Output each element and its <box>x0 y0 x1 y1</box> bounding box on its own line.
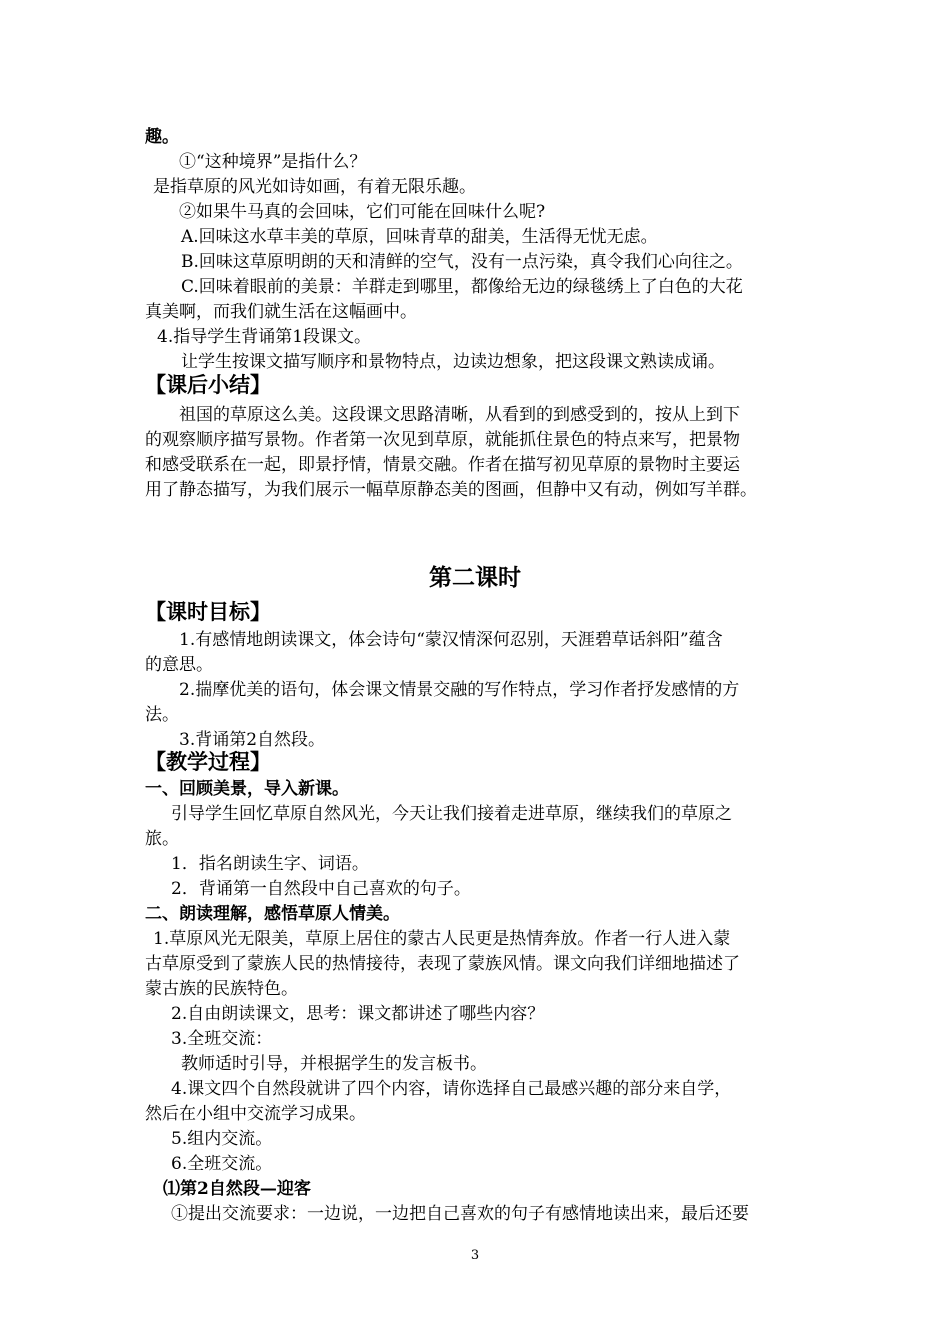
text-line: ②如果牛马真的会回味，它们可能在回味什么呢? <box>179 202 546 222</box>
text-line: 教师适时引导，并根据学生的发言板书。 <box>181 1054 487 1074</box>
subsection-heading: ⑴第2自然段—迎客 <box>163 1179 311 1199</box>
text-line: 用了静态描写，为我们展示一幅草原静态美的图画，但静中又有动，例如写羊群。 <box>145 480 757 500</box>
text-line: 6.全班交流。 <box>171 1154 273 1174</box>
text-line: 的观察顺序描写景物。作者第一次见到草原，就能抓住景色的特点来写，把景物 <box>145 430 740 450</box>
text-line: 4.指导学生背诵第1段课文。 <box>157 327 372 347</box>
section-heading: 【教学过程】 <box>145 750 271 774</box>
text-line: 的意思。 <box>145 655 213 675</box>
text-line: A.回味这水草丰美的草原，回味青草的甜美，生活得无忧无虑。 <box>181 227 658 247</box>
text-line: 引导学生回忆草原自然风光，今天让我们接着走进草原，继续我们的草原之 <box>171 804 732 824</box>
text-line: 让学生按课文描写顺序和景物特点，边读边想象，把这段课文熟读成诵。 <box>181 352 725 372</box>
section-heading: 【课后小结】 <box>145 373 271 397</box>
text-line: 2．背诵第一自然段中自己喜欢的句子。 <box>171 879 471 899</box>
page-number: 3 <box>470 1248 480 1263</box>
text-line: 真美啊，而我们就生活在这幅画中。 <box>145 302 417 322</box>
text-line: 然后在小组中交流学习成果。 <box>145 1104 366 1124</box>
text-line: ①提出交流要求：一边说，一边把自己喜欢的句子有感情地读出来，最后还要 <box>171 1204 749 1224</box>
lesson-title: 第二课时 <box>429 565 521 591</box>
text-line: 5.组内交流。 <box>171 1129 273 1149</box>
text-line: 是指草原的风光如诗如画，有着无限乐趣。 <box>153 177 476 197</box>
text-line: 1.草原风光无限美，草原上居住的蒙古人民更是热情奔放。作者一行人进入蒙 <box>153 929 731 949</box>
text-line: 3.全班交流： <box>171 1029 273 1049</box>
text-line: 1．指名朗读生字、词语。 <box>171 854 369 874</box>
text-line: 古草原受到了蒙族人民的热情接待，表现了蒙族风情。课文向我们详细地描述了 <box>145 954 740 974</box>
text-line: 蒙古族的民族特色。 <box>145 979 298 999</box>
text-line: B.回味这草原明朗的天和清鲜的空气，没有一点污染，真令我们心向往之。 <box>181 252 743 272</box>
text-line: 1.有感情地朗读课文，体会诗句“蒙汉情深何忍别，天涯碧草话斜阳”蕴含 <box>179 630 723 650</box>
text-line: 4.课文四个自然段就讲了四个内容，请你选择自己最感兴趣的部分来自学， <box>171 1079 732 1099</box>
text-line: 2.自由朗读课文，思考：课文都讲述了哪些内容？ <box>171 1004 545 1024</box>
section-heading: 【课时目标】 <box>145 600 271 624</box>
text-line: C.回味着眼前的美景：羊群走到哪里，都像给无边的绿毯绣上了白色的大花 <box>181 277 743 297</box>
subsection-heading: 二、朗读理解，感悟草原人情美。 <box>145 904 400 924</box>
text-line: 和感受联系在一起，即景抒情，情景交融。作者在描写初见草原的景物时主要运 <box>145 455 740 475</box>
subsection-heading: 一、回顾美景，导入新课。 <box>145 779 349 799</box>
text-line: 旅。 <box>145 829 179 849</box>
text-line: 祖国的草原这么美。这段课文思路清晰，从看到的到感受到的，按从上到下 <box>179 405 740 425</box>
text-line: ①“这种境界”是指什么？ <box>179 152 367 172</box>
text-line: 法。 <box>145 705 179 725</box>
text-line: 3.背诵第2自然段。 <box>179 730 326 750</box>
text-line: 2.揣摩优美的语句，体会课文情景交融的写作特点，学习作者抒发感情的方 <box>179 680 740 700</box>
text-line: 趣。 <box>145 127 179 147</box>
